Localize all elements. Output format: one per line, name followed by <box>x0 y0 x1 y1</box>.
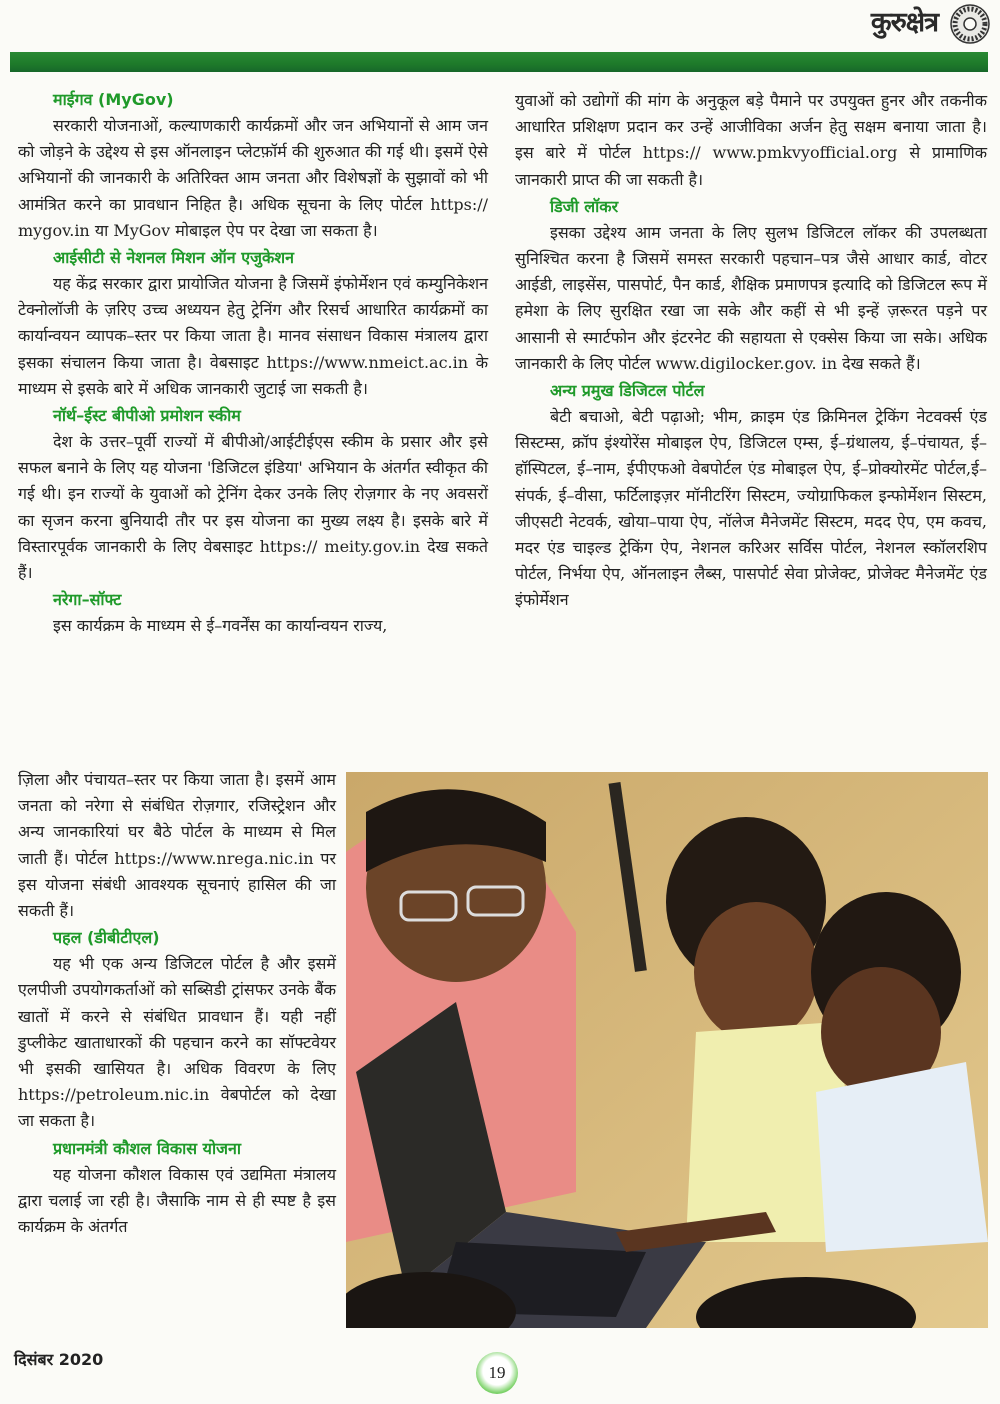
section-heading-nmeict: आईसीटी से नेशनल मिशन ऑन एजुकेशन <box>53 248 295 268</box>
section-body-other-portals: बेटी बचाओ, बेटी पढ़ाओ; भीम, क्राइम एंड क्रिमिनल ट्रेकिंग नेटवर्क्स एंड सिस्टम्स, क्रॉप इंश्योरेंस मोबाइल ऐप, डिजिटल एम्स, ई–ग्रंथालय, ई–पंचायत, ई–हॉस्पिटल, ई–नाम, ईपीएफओ वेबपोर्टल एंड मोबाइल ऐप, ई–प्रोक्योरमेंट पोर्टल,ई–संपर्क, ई–वीसा, फर्टिलाइज़र मॉनीटरिंग सिस्टम, ज्योग्राफिकल इन्फोर्मेशन सिस्टम, जीएसटी नेटवर्क, खोया–पाया ऐप, नॉलेज मैनेजमेंट सिस्टम, मदद ऐप, एम कवच, मदर एंड चाइल्ड ट्रेकिंग ऐप, नेशनल करिअर सर्विस पोर्टल, नेशनल स्कॉलरशिप पोर्टल, निर्भया ऐप, ऑनलाइन लैब्स, पासपोर्ट सेवा प्रोजेक्ट, प्रोजेक्ट मैनेजमेंट एंड इंफोर्मेशन <box>515 407 987 610</box>
wheel-emblem-icon <box>950 4 990 44</box>
section-body-mygov: सरकारी योजनाओं, कल्याणकारी कार्यक्रमों और जन अभियानों से आम जन को जोड़ने के उद्देश्य से इस ऑनलाइन प्लेटफ़ॉर्म की शुरुआत की गई थी। इसमें ऐसे अभियानों की जानकारी के अतिरिक्त आम जनता और विशेषज्ञों के सुझावों को भी आमंत्रित करने का प्रावधान निहित है। अधिक सूचना के लिए पोर्टल https:// mygov.in या MyGov मोबाइल ऐप पर देखा जा सकता है। <box>18 116 488 240</box>
right-column <box>515 88 987 614</box>
section-heading-pahal: पहल (डीबीटीएल) <box>53 928 160 948</box>
section-heading-mygov: माईगव (MyGov) <box>53 90 174 109</box>
section-body-nmeict: यह केंद्र सरकार द्वारा प्रायोजित योजना है जिसमें इंफोर्मेशन एवं कम्युनिकेशन टेक्नोलॉजी के ज़रिए उच्च अध्ययन हेतु ट्रेनिंग और रिसर्च आधारित कार्यक्रमों का कार्यान्वयन व्यापक–स्तर पर किया जाता है। मानव संसाधन विकास मंत्रालय द्वारा इसका संचालन किया जाता है। वेबसाइट https://www.nmeict.ac.in के माध्यम से इसके बारे में अधिक जानकारी जुटाई जा सकती है। <box>18 274 488 398</box>
header-divider-bar <box>10 52 988 72</box>
masthead-title: कुरुक्षेत्र <box>870 7 938 38</box>
section-body-pmkvy: यह योजना कौशल विकास एवं उद्यमिता मंत्रालय द्वारा चलाई जा रही है। जैसाकि नाम से ही स्पष्ट है इस कार्यक्रम के अंतर्गत <box>18 1164 336 1237</box>
section-heading-digilocker: डिजी लॉकर <box>550 196 619 216</box>
page-number-badge <box>476 1352 518 1394</box>
photo-illustration <box>346 772 988 1328</box>
left-narrow-column <box>18 767 336 1240</box>
section-body-pmkvy-cont: युवाओं को उद्योगों की मांग के अनुकूल बड़े पैमाने पर उपयुक्त हुनर और तकनीक आधारित प्रशिक्षण प्रदान कर उन्हें आजीविका अर्जन हेतु सक्षम बनाया जाता है। इस बारे में पोर्टल https:// www.pmkvyofficial.org से प्रामाणिक जानकारी प्राप्त की जा सकती है। <box>515 91 987 189</box>
section-heading-other-portals: अन्य प्रमुख डिजिटल पोर्टल <box>550 381 705 401</box>
section-body-nrega-cont: ज़िला और पंचायत–स्तर पर किया जाता है। इसमें आम जनता को नरेगा से संबंधित रोज़गार, रजिस्ट्रेशन और अन्य जानकारियां घर बैठे पोर्टल के माध्यम से मिल जाती हैं। पोर्टल https://www.nrega.nic.in पर इस योजना संबंधी आवश्यक सूचनाएं हासिल की जा सकती हैं। <box>18 770 336 921</box>
section-body-ne-bpo: देश के उत्तर–पूर्वी राज्यों में बीपीओ/आईटीईएस स्कीम के प्रसार और इसे सफल बनाने के लिए यह योजना 'डिजिटल इंडिया' अभियान के अंतर्गत स्वीकृत की गई थी। इन राज्यों के युवाओं को ट्रेनिंग देकर उनके लिए रोज़गार के नए अवसरों का सृजन करना बुनियादी तौर पर इस योजना का मुख्य लक्ष्य है। इसके बारे में विस्तारपूर्वक जानकारी के लिए वेबसाइट https:// meity.gov.in देख सकते हैं। <box>18 432 488 583</box>
section-body-digilocker: इसका उद्देश्य आम जनता के लिए सुलभ डिजिटल लॉकर की उपलब्धता सुनिश्चित करना है जिसमें समस्त सरकारी पहचान–पत्र जैसे आधार कार्ड, वोटर आईडी, लाइसेंस, पासपोर्ट, पैन कार्ड, शैक्षिक प्रमाणपत्र इत्यादि को डिजिटल रूप में हमेशा के लिए सुरक्षित रखा जा सके और कहीं से भी इन्हें ज़रूरत पड़ने पर आसानी से स्मार्टफोन और इंटरनेट की सहायता से एक्सेस किया जा सके। अधिक जानकारी के लिए पोर्टल www.digilocker.gov. in देख सकते हैं। <box>515 222 987 373</box>
section-heading-ne-bpo: नॉर्थ–ईस्ट बीपीओ प्रमोशन स्कीम <box>53 406 241 426</box>
article-photo <box>346 772 988 1328</box>
footer-date: दिसंबर 2020 <box>14 1350 104 1369</box>
left-column <box>18 86 488 639</box>
section-heading-nrega: नरेगा–सॉफ्ट <box>53 590 122 610</box>
section-body-nrega-start: इस कार्यक्रम के माध्यम से ई–गवर्नेंस का कार्यान्वयन राज्य, <box>53 616 388 636</box>
page-number: 19 <box>488 1363 506 1382</box>
section-body-pahal: यह भी एक अन्य डिजिटल पोर्टल है और इसमें एलपीजी उपयोगकर्ताओं को सब्सिडी ट्रांसफर उनके बैंक खातों में करने से संबंधित प्रावधान हैं। यही नहीं डुप्लीकेट खाताधारकों की पहचान करने का सॉफ्टवेयर भी इसकी खासियत है। अधिक विवरण के लिए https://petroleum.nic.in वेबपोर्टल को देखा जा सकता है। <box>18 954 336 1131</box>
section-heading-pmkvy: प्रधानमंत्री कौशल विकास योजना <box>53 1138 241 1158</box>
